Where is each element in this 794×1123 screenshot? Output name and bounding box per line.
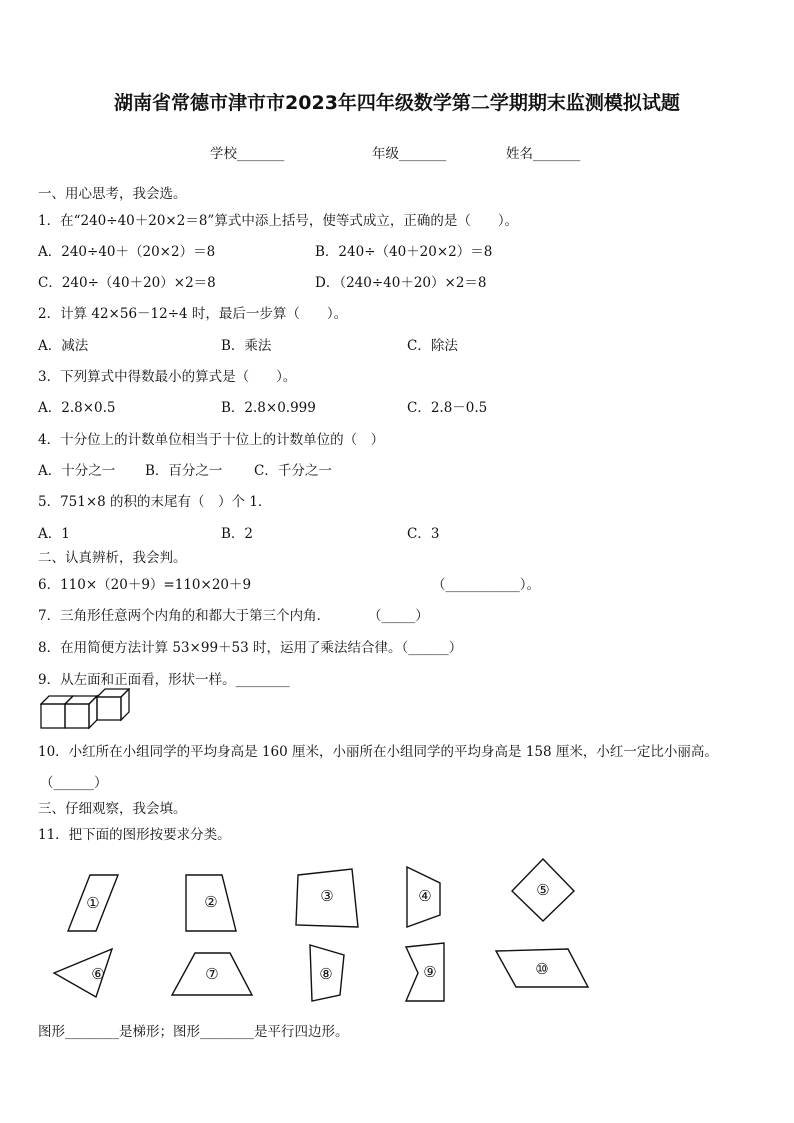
three-cubes-figure: [40, 688, 130, 730]
shape-2-label: ②: [204, 893, 218, 911]
name-field[interactable]: 姓名_______: [506, 146, 581, 162]
q1-option-d[interactable]: D．（240÷40＋20）×2＝8: [315, 275, 487, 291]
question-3: 3．下列算式中得数最小的算式是（ ）。: [38, 369, 297, 385]
question-10: 10．小红所在小组同学的平均身高是 160 厘米，小丽所在小组同学的平均身高是 158 厘米，小红一定比小丽高。: [38, 744, 718, 760]
grade-field[interactable]: 年级_______: [372, 146, 447, 162]
q11-answer-line[interactable]: 图形________是梯形；图形________是平行四边形。: [38, 1024, 349, 1040]
section-heading-2: 二、认真辨析，我会判。: [38, 550, 187, 566]
shape-4-label: ④: [418, 887, 432, 905]
shapes-figure: [0, 855, 794, 1015]
q1-option-b[interactable]: B．240÷（40＋20×2）＝8: [315, 244, 493, 260]
shape-6-label: ⑥: [91, 965, 105, 983]
q10-answer-blank[interactable]: （______）: [40, 775, 108, 791]
q3-option-b[interactable]: B．2.8×0.999: [221, 400, 316, 416]
q1-option-a[interactable]: A．240÷40＋（20×2）＝8: [38, 244, 216, 260]
q2-option-a[interactable]: A．减法: [38, 338, 89, 354]
section-heading-3: 三、仔细观察，我会填。: [38, 801, 187, 817]
shape-7-label: ⑦: [205, 965, 219, 983]
shape-5-label: ⑤: [536, 881, 550, 899]
q2-option-b[interactable]: B．乘法: [221, 338, 272, 354]
q1-option-c[interactable]: C．240÷（40＋20）×2＝8: [38, 275, 216, 291]
q7-answer-blank[interactable]: （_____）: [368, 608, 429, 624]
q3-option-a[interactable]: A．2.8×0.5: [38, 400, 116, 416]
q6-answer-blank[interactable]: （___________）。: [432, 577, 540, 593]
q5-option-a[interactable]: A．1: [38, 526, 70, 542]
question-9: 9．从左面和正面看，形状一样。________: [38, 672, 290, 688]
shape-1-label: ①: [86, 894, 100, 912]
section-heading-1: 一、用心思考，我会选。: [38, 186, 187, 202]
question-5: 5．751×8 的积的末尾有（ ）个 1．: [38, 494, 272, 510]
q4-option-b[interactable]: B．百分之一: [145, 463, 223, 479]
q4-option-a[interactable]: A．十分之一: [38, 463, 116, 479]
school-field[interactable]: 学校_______: [210, 146, 285, 162]
page-title: 湖南省常德市津市市2023年四年级数学第二学期期末监测模拟试题: [114, 92, 680, 114]
question-1: 1．在“240÷40＋20×2＝8”算式中添上括号，使等式成立，正确的是（ ）。: [38, 213, 519, 229]
question-4: 4．十分位上的计数单位相当于十位上的计数单位的（ ）: [38, 432, 385, 448]
q3-option-c[interactable]: C．2.8－0.5: [407, 400, 488, 416]
shape-10-label: ⑩: [535, 960, 549, 978]
shape-9-label: ⑨: [423, 963, 437, 981]
q4-option-c[interactable]: C．千分之一: [254, 463, 332, 479]
q5-option-b[interactable]: B．2: [221, 526, 254, 542]
question-6: 6．110×（20＋9）=110×20＋9: [38, 577, 252, 593]
q2-option-c[interactable]: C．除法: [407, 338, 458, 354]
question-8: 8．在用简便方法计算 53×99＋53 时，运用了乘法结合律。（______）: [38, 640, 463, 656]
question-2: 2．计算 42×56－12÷4 时，最后一步算（ ）。: [38, 306, 348, 322]
question-11: 11．把下面的图形按要求分类。: [38, 827, 231, 843]
shape-8-label: ⑧: [319, 965, 333, 983]
shape-3-label: ③: [320, 887, 334, 905]
question-7: 7．三角形任意两个内角的和都大于第三个内角．: [38, 608, 331, 624]
q5-option-c[interactable]: C．3: [407, 526, 440, 542]
